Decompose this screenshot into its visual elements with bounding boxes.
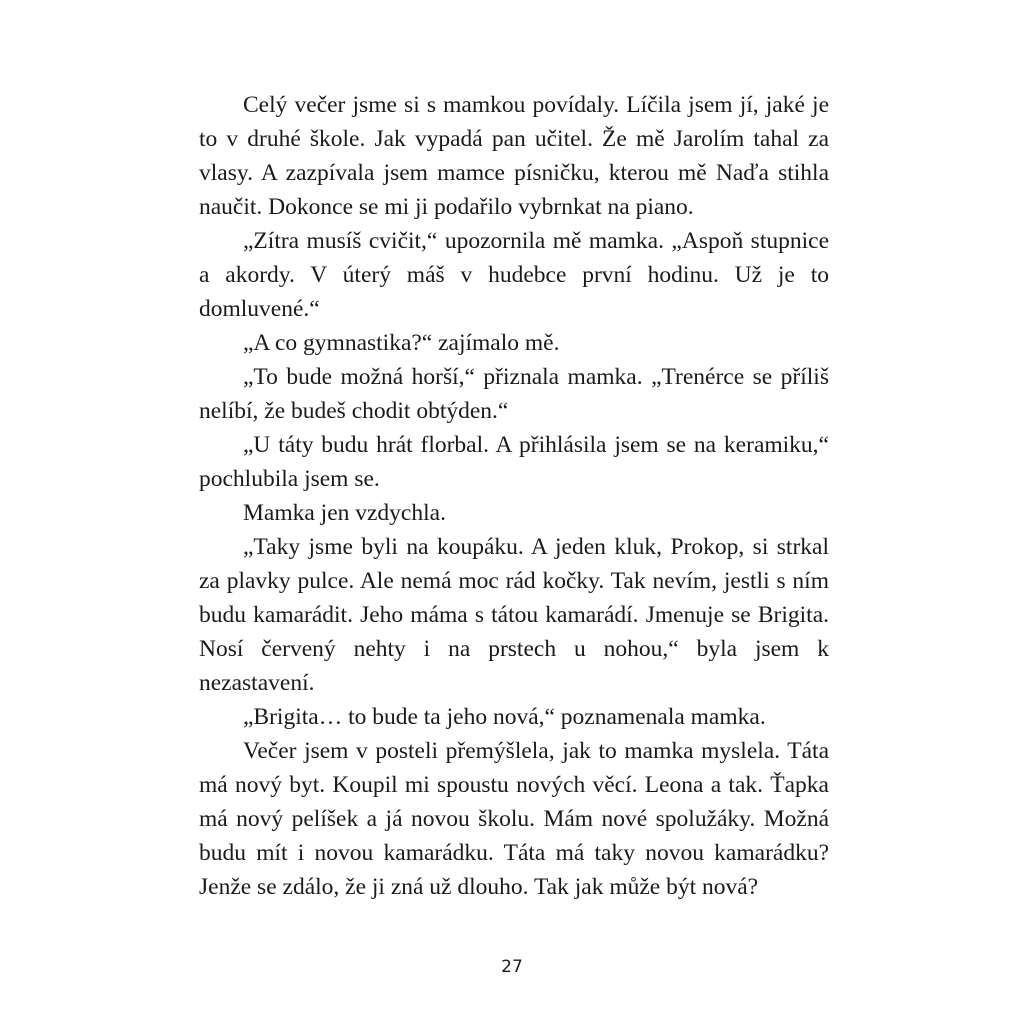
paragraph: „A co gymnastika?“ zajímalo mě. [243,330,560,356]
paragraph: „To bude možná horší,“ přiznala mamka. „Trenérce se příliš nelíbí, že budeš chodit obtýden.“ [199,364,829,424]
paragraph: „U táty budu hrát florbal. A přihlásila jsem se na keramiku,“ pochlubila jsem se. [199,432,829,492]
paragraph: „Zítra musíš cvičit,“ upozornila mě mamka. „Aspoň stupnice a akordy. V úterý máš v hudebce první hodinu. Už je to domluvené.“ [199,228,829,322]
paragraph: Celý večer jsme si s mamkou povídaly. Líčila jsem jí, jaké je to v druhé škole. Jak vypadá pan učitel. Že mě Jarolím tahal za vlasy. A zazpívala jsem mamce písničku, kterou mě Naďa stihla naučit. Dokonce se mi ji podařilo vybrnkat na piano. [199,92,829,220]
paragraph: Večer jsem v posteli přemýšlela, jak to mamka myslela. Táta má nový byt. Koupil mi spoustu nových věcí. Leona a tak. Ťapka má nový pelíšek a já novou školu. Mám nové spolužáky. Možná budu mít i novou kamarádku. Táta má taky novou kamarádku? Jenže se zdálo, že ji zná už dlouho. Tak jak může být nová? [199,738,829,900]
paragraph: „Taky jsme byli na koupáku. A jeden kluk, Prokop, si strkal za plavky pulce. Ale nemá moc rád kočky. Tak nevím, jestli s ním budu kamarádit. Jeho máma s tátou kamarádí. Jmenuje se Brigita. Nosí červený nehty i na prstech u nohou,“ byla jsem k nezastavení. [199,534,829,696]
body-text [199,88,829,904]
paragraph: „Brigita… to bude ta jeho nová,“ poznamenala mamka. [243,704,766,730]
paragraph: Mamka jen vzdychla. [243,500,446,526]
page-number: 27 [501,957,523,977]
